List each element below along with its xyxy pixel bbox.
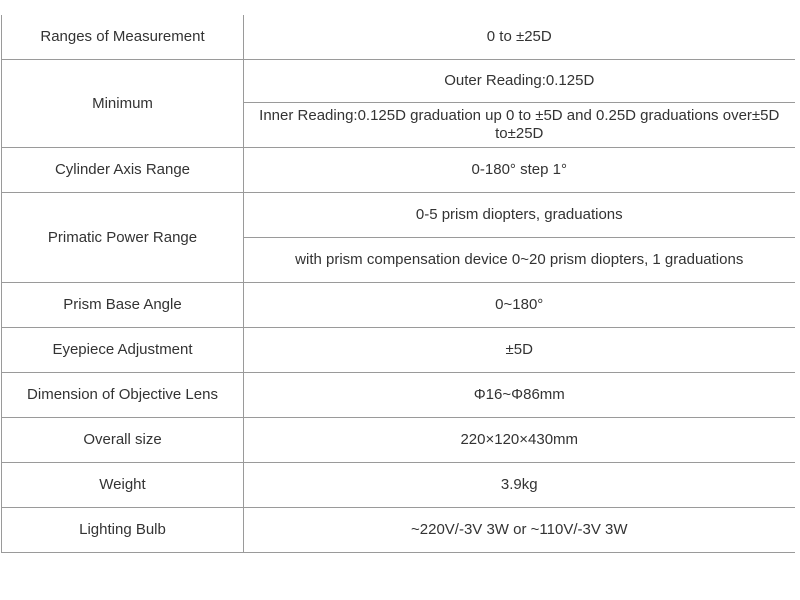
spec-value-eyepiece-adjustment: ±5D xyxy=(244,328,795,373)
table-row xyxy=(2,328,795,373)
table-row xyxy=(2,463,795,508)
spec-value-weight: 3.9kg xyxy=(244,463,795,508)
spec-label-weight: Weight xyxy=(2,463,244,508)
spec-value-ranges-of-measurement: 0 to ±25D xyxy=(244,15,795,60)
table-row xyxy=(2,418,795,463)
spec-label-primatic-power-range: Primatic Power Range xyxy=(2,193,244,283)
table-row xyxy=(2,148,795,193)
spec-label-prism-base-angle: Prism Base Angle xyxy=(2,283,244,328)
spec-value-cylinder-axis-range: 0-180° step 1° xyxy=(244,148,795,193)
spec-label-cylinder-axis-range: Cylinder Axis Range xyxy=(2,148,244,193)
table-row xyxy=(2,60,795,103)
spec-value-prism-base-angle: 0~180° xyxy=(244,283,795,328)
spec-value-overall-size: 220×120×430mm xyxy=(244,418,795,463)
table-row xyxy=(2,373,795,418)
spec-value-minimum-outer: Outer Reading:0.125D xyxy=(244,60,795,103)
spec-label-ranges-of-measurement: Ranges of Measurement xyxy=(2,15,244,60)
spec-value-lighting-bulb: ~220V/-3V 3W or ~110V/-3V 3W xyxy=(244,508,795,553)
table-row xyxy=(2,508,795,553)
spec-value-minimum-inner: Inner Reading:0.125D graduation up 0 to ±5D and 0.25D graduations over±5D to±25D xyxy=(244,103,795,148)
table-row xyxy=(2,283,795,328)
spec-label-eyepiece-adjustment: Eyepiece Adjustment xyxy=(2,328,244,373)
table-row xyxy=(2,15,795,60)
specifications-table xyxy=(1,15,795,553)
spec-label-lighting-bulb: Lighting Bulb xyxy=(2,508,244,553)
table-row xyxy=(2,193,795,238)
spec-label-overall-size: Overall size xyxy=(2,418,244,463)
spec-value-prism-compensation: with prism compensation device 0~20 prism diopters, 1 graduations xyxy=(244,238,795,283)
spec-value-objective-lens-dimension: Φ16~Φ86mm xyxy=(244,373,795,418)
spec-label-objective-lens-dimension: Dimension of Objective Lens xyxy=(2,373,244,418)
spec-label-minimum: Minimum xyxy=(2,60,244,148)
spec-value-prism-diopters: 0-5 prism diopters, graduations xyxy=(244,193,795,238)
